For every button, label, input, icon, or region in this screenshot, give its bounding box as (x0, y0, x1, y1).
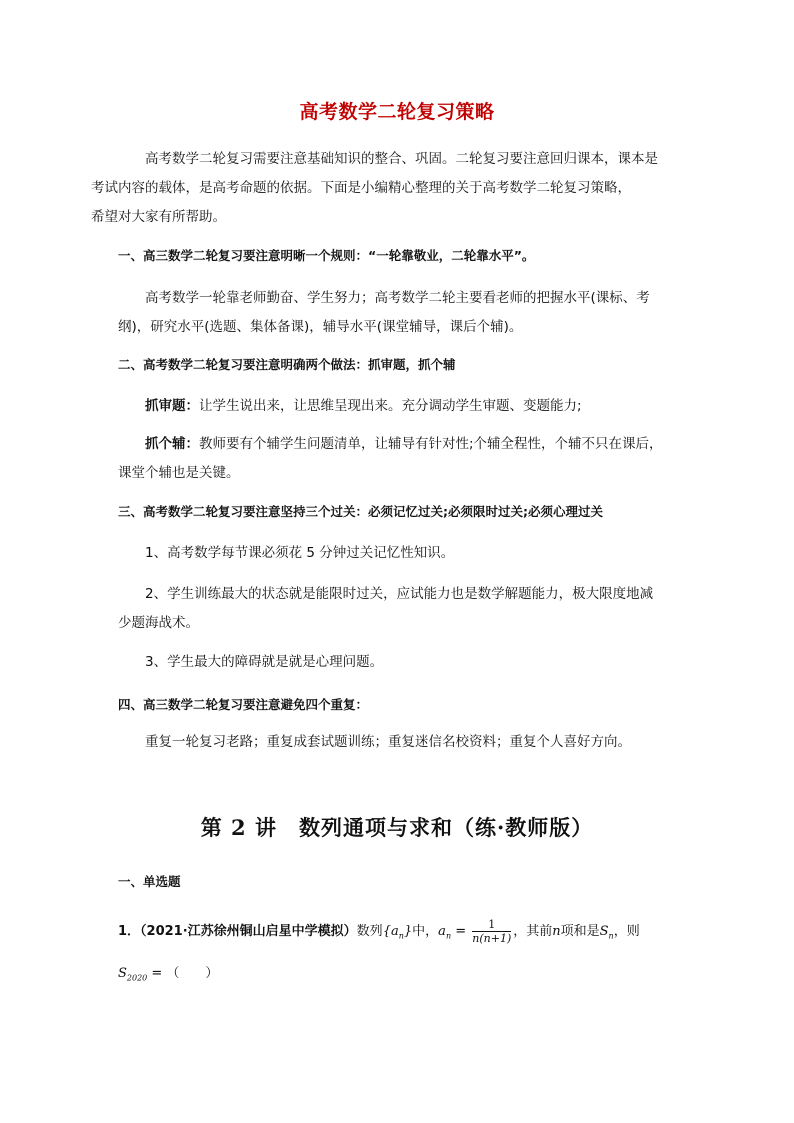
section-4-paragraph: 重复一轮复习老路；重复成套试题训练；重复迷信名校资料；重复个人喜好方向。 (145, 734, 631, 750)
section-1-line-1: 高考数学一轮靠老师勤奋、学生努力；高考数学二轮主要看老师的把握水平(课标、考 (145, 290, 650, 306)
question-text: ，则 (613, 924, 640, 939)
lecture-title: 第 2 讲 数列通项与求和（练·教师版） (200, 815, 594, 840)
item-text: 教师要有个辅学生问题清单，让辅导有针对性;个辅全程性，个辅不只在课后， (199, 436, 663, 452)
question-text: 项和是 (560, 924, 600, 939)
intro-paragraph (91, 145, 678, 232)
section-2-item-2 (118, 430, 678, 488)
question-1 (118, 912, 688, 957)
section-2-heading: 二、高考数学二轮复习要注意明确两个做法：抓审题，抓个辅 (118, 357, 456, 372)
intro-line-3: 希望对大家有所帮助。 (91, 209, 226, 225)
intro-line-1: 高考数学二轮复习需要注意基础知识的整合、巩固。二轮复习要注意回归课本，课本是 (145, 151, 658, 167)
n-symbol: n (552, 924, 561, 939)
question-source: （2021·江苏徐州铜山启星中学模拟） (140, 924, 357, 939)
item-text: 让学生说出来，让思维呈现出来。充分调动学生审题、变题能力; (199, 398, 582, 414)
sequence-symbol: $\{a_n\}$ (382, 924, 413, 941)
equals-sign: = (451, 924, 471, 939)
section-1-line-2: 纲)，研究水平(选题、集体备课)，辅导水平(课堂辅导，课后个辅)。 (118, 319, 523, 335)
question-number: 1． (118, 924, 141, 939)
section-3-item-1: 1、高考数学每节课必须花 5 分钟过关记忆性知识。 (145, 545, 455, 561)
term-symbol: $a_n$ (438, 924, 452, 941)
fraction-numerator: 1 (472, 918, 511, 932)
answer-blank: = （ ） (147, 966, 219, 981)
question-text: 中， (412, 924, 439, 939)
section-4-heading: 四、高三数学二轮复习要注意避免四个重复： (118, 697, 369, 712)
section-3-heading: 三、高考数学二轮复习要注意坚持三个过关：必须记忆过关;必须限时过关;必须心理过关 (118, 504, 603, 519)
fraction-denominator: n(n+1) (472, 931, 512, 945)
item-label: 抓个辅： (145, 436, 199, 452)
item-text-continued: 课堂个辅也是关键。 (118, 465, 240, 481)
item-label: 抓审题： (145, 398, 199, 414)
question-1-continued (118, 962, 688, 991)
question-text: 数列 (356, 924, 383, 939)
page-title: 高考数学二轮复习策略 (299, 101, 495, 123)
sum-symbol: $S_n$ (599, 924, 614, 941)
item-line-1: 2、学生训练最大的状态就是能限时过关，应试能力也是数学解题能力，极大限度地减 (145, 586, 654, 602)
s2020-symbol: $S_{2020}$ (118, 966, 148, 983)
section-2-item-1 (118, 392, 678, 421)
section-1-paragraph (118, 284, 678, 342)
intro-line-2: 考试内容的载体，是高考命题的依据。下面是小编精心整理的关于高考数学二轮复习策略， (91, 180, 631, 196)
part-heading: 一、单选题 (118, 874, 181, 889)
section-3-item-2 (118, 580, 678, 638)
item-line-2: 少题海战术。 (118, 615, 199, 631)
section-1-heading: 一、高三数学二轮复习要注意明晰一个规则：“一轮靠敬业，二轮靠水平”。 (118, 248, 535, 263)
fraction (472, 918, 511, 946)
section-3-item-3: 3、学生最大的障碍就是就是心理问题。 (145, 654, 384, 670)
question-text: ，其前 (513, 924, 553, 939)
